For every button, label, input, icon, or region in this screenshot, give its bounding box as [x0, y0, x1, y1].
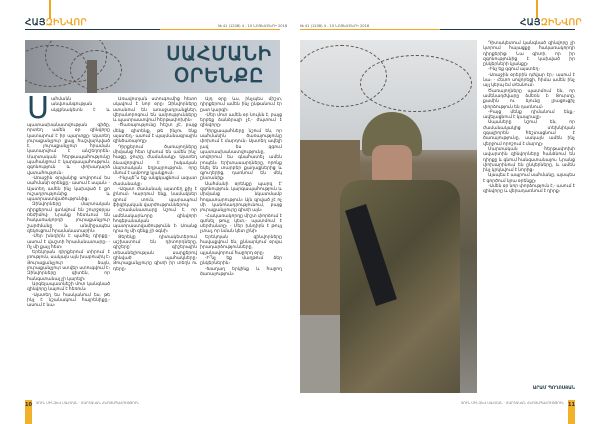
title-line-1: ՍԱՀՄԱՆԻ: [166, 44, 272, 65]
paragraph: Սպաները նշում են, որ ժամանակակից տեխնիկան զգալիորեն հեշտացնում է ծառայությունը, սակայն ամեն ինչ վերջում որոշում է մարդը։: [483, 119, 575, 146]
paragraph: Հրամանատարը նշում է, որ ամենակարևորը զինվորի հոգեբանական պատրաստվածությունն է։ Առանց դրա ոչ մի զենք չի օգնի։: [113, 207, 197, 234]
paragraph: Մարտական հերթափոխի ավարտին զինվորները հանձնում են դիրքը և գնում հանգստանալու։ Նրանց փոխարինում են ընկերները, և ամեն ինչ կրկնվում է նորից։: [483, 145, 575, 173]
paragraph: Երեկոյան դիրքերում տիրում է լռություն, սակայն այն խաբուսիկ է։ Յուրաքանչյուր ձայն, յուրաքանչյուր ստվեր ստուգվում է։ Զինվորները գիտեն, որ հանգստանալ չի կարելի։: [27, 249, 110, 281]
article-column-4: [483, 40, 575, 380]
paragraph: Զինվորները մարտական դիրքերում գտնվում են շուրջօրյա ռեժիմով։ Նրանք հետևում են հակառակորդի յուրաքանչյուր շարժմանը և անմիջապես զեկուցում հրամանատարին։: [27, 201, 110, 233]
paragraph: Այդ օրը ևս, ինչպես միշտ, դիրքերում ամեն ինչ ընթանում էր ըստ կարգի։: [200, 96, 282, 112]
paragraph: -Հակառակորդը միշտ փորձում է գտնել թույլ կետ,- պատմում է սերժանտը։ - Մեր խնդիրն է թույլ չտալ, որ նման կետ լինի։: [200, 212, 282, 234]
paragraph: -Այստեղ ես հասկանում ես, թե ինչ է նշանակում հայրենիքը,- ասում է նա։: [27, 291, 110, 308]
paragraph: -Ինչպե՞ս եք անցկացնում ազատ ժամանակը։: [113, 175, 197, 186]
logo-part1: ՀԱՅ: [520, 17, 541, 27]
logo-part2: ԶԻՆՎՈՐ: [45, 17, 87, 27]
header-rule-dark: [25, 29, 160, 30]
article-column-3: [200, 96, 282, 392]
paragraph: -Խաղաղ երկինք և հաջող ծառայություն։: [200, 265, 282, 276]
paragraph: -Բայց մենք դիմանում ենք,- ավելացնում է կապրալը։: [483, 108, 575, 120]
logo-part2: ԶԻՆՎՈՐ: [540, 17, 582, 27]
article-title: [166, 44, 272, 88]
issue-date-left: № 41 (1208) 4 - 10 ՆՈՅԵՄԲԵՐԻ 2018: [218, 24, 288, 28]
paragraph: Սահմանի օրենքը պարզ է՝ զգոնություն, կարգապահություն և միմյանց նկատմամբ հոգատարություն։ Այն գրված չէ ոչ մի կանոնադրությունում, բայց յուրաքանչյուրը գիտի այն։: [200, 180, 282, 213]
header-rule-dark: [440, 29, 575, 30]
paragraph: -Ինչ եք զգում այստեղ։: [488, 66, 540, 72]
paragraph: -Առաջին օրերին դժվար էր,- ասում է նա։ - Հետո սովորեցի, հիմա ամեն ինչ այլ կերպ եմ տեսնում։: [483, 71, 575, 88]
footer-text-right: ՏՈՒՆ ՄԻՆՉԵՎ ՍԱՀՄԱՆ · ՄԱՐՏԱԿԱՆ ՀԵՐԹԱՊԱՀՈՒԹՅՈՒՆ: [461, 401, 564, 405]
paragraph: -Մեր մոտ ամեն օր նույնն է, բայց երբեք ձանձրալի չէ,- ժպտում է զինվորը։: [200, 111, 282, 128]
paragraph: Առավոտյան ստուգումից հետո սկսվում է նոր օրը։ Զինվորները ստանում են առաջադրանքներ, վերանորոգում են ամրությունները և պատրաստվում հերթափոխին։: [113, 96, 197, 123]
paragraph: Ծառայողները պատմում են, որ ամենադժվարը ձմեռն է։ Ցուրտը, քամին ու ձյունը լրացուցիչ փորձություն են դառնում։: [483, 87, 575, 109]
header-rule-accent: [300, 29, 440, 30]
footer-text-left: ՏՈՒՆ ՄԻՆՉԵՎ ՍԱՀՄԱՆ · ՄԱՐՏԱԿԱՆ ՀԵՐԹԱՊԱՀՈՒԹՅՈՒՆ: [36, 401, 139, 405]
paragraph: Դիտակետում կանգնած զինվորը չի կտրում հայացքը հակառակորդի դիրքերից։ Նա գիտի, որ իր զգոնությունից է կախված իր ընկերների կյանքը։: [483, 40, 575, 67]
issue-date-right: № 41 (1208) 4 - 10 ՆՈՅԵՄԲԵՐԻ 2018: [300, 24, 370, 28]
article-column-1: [27, 96, 110, 392]
paragraph: Դիրքերում ծառայողները միմյանց հետ կիսում են ամեն ինչ՝ հացը, ջուրը, ժամանակը։ Այստեղ ձևավորվում է իսկական մարտական եղբայրություն, որը մնում է ամբողջ կյանքում։: [113, 143, 197, 176]
paragraph: -Առաջին օրվանից սովորում ես սահմանի օրենքը,- ասում է սպան։ - Այստեղ ամեն ինչ կախված է քո ուշադրությունից և պատրաստվածությունից։: [27, 174, 110, 202]
paragraph: -Մեր խնդիրն է պահել դիրքը,- ասում է վաշտի հրամանատարը։ - Ոչ մի քայլ հետ։: [27, 233, 110, 249]
paragraph: Այսպես է ապրում սահմանը, այսպես է գործում նրա օրենքը։: [483, 172, 575, 183]
logo-left: [25, 17, 87, 28]
logo-right: [520, 17, 582, 28]
barbed-wire: [360, 55, 472, 112]
article-column-2: [113, 96, 197, 392]
page-number-left: 10: [25, 400, 32, 424]
paragraph: -Ամեն օր նոր փորձություն է,- ասում է զինվորը և վերադառնում է դիրք։: [483, 183, 575, 194]
paragraph: Ցերեկը դիտակետերում աշխատում են դիտորդները, գիշերը՝ գիշերային տեսանելիության սարքերով զինված պահակները։ Յուրաքանչյուրը գիտի իր տեղն ու դերը։: [113, 233, 197, 271]
page-number-right: 11: [568, 400, 575, 424]
paragraph: Երեկոյան զինվորները հավաքվում են, քննարկում օրվա իրադարձությունները, պլանավորում հաջորդ օրը։: [200, 233, 282, 255]
paragraph: Դիրքապահները նշում են, որ սահմանին ծառայությունը փոխում է մարդուն։ Այստեղ ավելի լավ ես զգում պատասխանատվությունը, սովորում ես գնահատել ամեն րոպեն։ Երիտասարդները, որոնք եկել են տարբեր քաղաքներից և գյուղերից, դառնում են մեկ ընտանիք։: [200, 127, 282, 181]
paragraph: -Ազատ ժամանակ այստեղ քիչ է լինում։ Կարդում ենք, նամակներ գրում տուն, պարապում ֆիզիկական վարժություններով։: [113, 186, 197, 207]
drop-cap: Ս: [27, 96, 49, 125]
paragraph: -Ի՞նչ եք մաղթում ձեր ընկերներին։: [200, 254, 282, 266]
article-author: ԱՐԱՄ ՊՈՂՈՍՅԱՆ: [532, 386, 575, 391]
title-banner: [25, 40, 280, 93]
paragraph: Արգելապատնեշի մոտ կանգնած զինվորը նայում է հեռուն։: [27, 280, 110, 292]
title-line-2: ՕՐԵՆՔԸ: [174, 66, 265, 87]
paragraph: ահմանն անվտանգության սկզբնակետն է և պատասխանատվության գիծը, որտեղ ամեն օր զինվորը կատարում է իր պարտքը։ Այստեղ յուրաքանչյուր քայլ հաշվարկված է, յուրաքանչյուր հրաման կատարվում է անշեղորեն։ Մարտական հերթապահությունը պահանջում է կարգապահություն, զգոնություն և փոխադարձ վստահություն։: [27, 96, 110, 175]
soldier-photo: [300, 40, 477, 393]
header-rule-accent: [160, 29, 280, 30]
paragraph: -Ծառայությունը հեշտ չէ, բայց մենք գիտենք, թե ինչու ենք այստեղ,- ասում է պայմանագրային զինծառայողը։: [113, 122, 197, 144]
fence-post: [87, 60, 97, 93]
logo-part1: ՀԱՅ: [25, 17, 46, 27]
